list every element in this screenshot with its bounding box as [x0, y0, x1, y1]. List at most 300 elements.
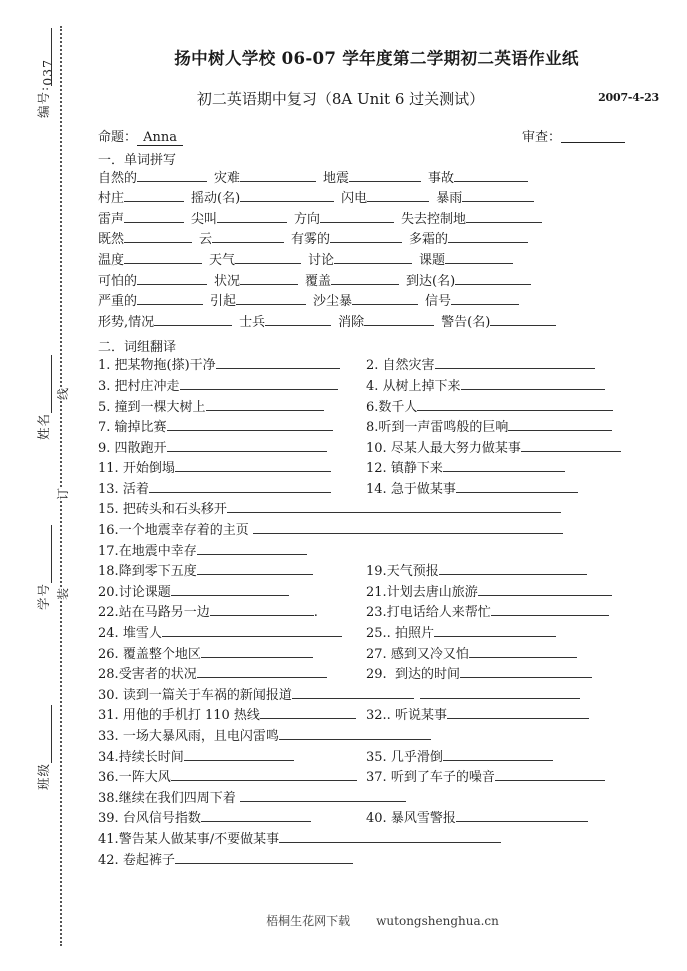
- item-number: 14.: [366, 481, 387, 497]
- translation-row: [98, 542, 665, 563]
- answer-blank[interactable]: [240, 272, 298, 285]
- item-number: 4.: [366, 378, 379, 394]
- spelling-prompt: 暴雨: [436, 191, 463, 207]
- item-number: 26.: [98, 646, 119, 662]
- answer-blank[interactable]: [149, 480, 331, 493]
- translation-row: [98, 851, 665, 872]
- item-number: 6.: [366, 399, 379, 415]
- answer-blank[interactable]: [240, 189, 334, 202]
- spelling-row: [98, 292, 665, 313]
- answer-blank[interactable]: [439, 562, 587, 575]
- item-prompt: 数千人: [378, 399, 418, 415]
- item-number: 1.: [98, 358, 111, 374]
- item-prompt: 听说某事: [390, 708, 447, 724]
- spelling-row: [98, 210, 665, 231]
- translation-item: [98, 727, 431, 748]
- item-number: 2.: [366, 358, 379, 374]
- answer-blank[interactable]: [445, 251, 513, 264]
- translation-row: [98, 686, 665, 707]
- spelling-item: [409, 230, 528, 251]
- answer-blank[interactable]: [478, 583, 612, 596]
- translation-row: [98, 645, 665, 666]
- answer-blank[interactable]: [240, 169, 316, 182]
- item-number: 16.: [98, 523, 119, 539]
- translation-row: [98, 830, 665, 851]
- translation-item: [366, 377, 605, 398]
- item-number: 5.: [98, 399, 111, 415]
- spelling-item: [291, 230, 402, 251]
- translation-row: [98, 706, 665, 727]
- answer-blank[interactable]: [447, 706, 589, 719]
- page-title: 扬中树人学校 06-07 学年度第二学期初二英语作业纸: [174, 48, 579, 68]
- item-prompt: 急于做某事: [386, 481, 456, 497]
- translation-item: [98, 768, 366, 789]
- spelling-item: [98, 169, 207, 190]
- page-footer: [78, 912, 687, 929]
- answer-blank[interactable]: [171, 583, 289, 596]
- subtitle-row: [88, 88, 665, 110]
- translation-row: [98, 583, 665, 604]
- answer-blank[interactable]: [197, 562, 313, 575]
- translation-row: [98, 603, 665, 624]
- item-number: 28.: [98, 667, 119, 683]
- section-one-heading: 一．单词拼写: [98, 152, 177, 168]
- item-prompt: 警告某人做某事/不要做某事: [118, 831, 280, 847]
- answer-blank[interactable]: [180, 377, 338, 390]
- margin-field-class: [34, 705, 52, 790]
- fold-word-zhuang: 装: [52, 587, 73, 600]
- answer-blank[interactable]: [456, 480, 578, 493]
- margin-field-student-id: [34, 525, 52, 610]
- answer-blank[interactable]: [236, 292, 306, 305]
- spelling-item: [98, 292, 203, 313]
- translation-item: [98, 624, 366, 645]
- answer-blank[interactable]: [330, 230, 402, 243]
- spelling-item: [419, 251, 513, 272]
- spelling-row: [98, 251, 665, 272]
- margin-name-blank: [40, 355, 53, 413]
- translation-item: [366, 480, 578, 501]
- item-prompt: 一个地震幸存着的主页: [118, 523, 253, 539]
- spelling-prompt: 引起: [210, 294, 237, 310]
- item-number: 23.: [366, 605, 387, 621]
- item-number: 3.: [98, 378, 111, 394]
- answer-blank[interactable]: [216, 356, 340, 369]
- spelling-item: [323, 169, 421, 190]
- translation-item: [366, 665, 592, 686]
- translation-item: [98, 418, 366, 439]
- answer-blank[interactable]: [456, 809, 588, 822]
- translation-row: [98, 418, 665, 439]
- item-number: 24.: [98, 626, 119, 642]
- translation-item: [98, 809, 366, 830]
- item-prompt: 覆盖整个地区: [118, 646, 201, 662]
- spelling-prompt: 闪电: [341, 191, 368, 207]
- answer-blank[interactable]: [137, 169, 207, 182]
- answer-blank[interactable]: [167, 418, 333, 431]
- item-prompt: 受害者的状况: [118, 667, 197, 683]
- translation-item: [366, 439, 621, 460]
- item-number: 34.: [98, 749, 119, 765]
- margin-number-value: 037: [40, 28, 53, 86]
- section-two-rows: [88, 356, 665, 871]
- spelling-prompt: 摇动(名): [191, 191, 241, 207]
- answer-blank[interactable]: [364, 313, 434, 326]
- spelling-prompt: 既然: [98, 232, 125, 248]
- translation-item: [366, 356, 595, 377]
- spelling-item: [341, 189, 429, 210]
- answer-blank[interactable]: [175, 459, 331, 472]
- translation-row: [98, 768, 665, 789]
- translation-row: [98, 665, 665, 686]
- spelling-prompt: 警告(名): [441, 314, 491, 330]
- translation-item: [98, 500, 561, 521]
- spelling-item: [425, 292, 519, 313]
- translation-item: [366, 748, 553, 769]
- answer-blank[interactable]: [124, 230, 192, 243]
- translation-item: [98, 665, 366, 686]
- translation-row: [98, 439, 665, 460]
- margin-field-name: [34, 355, 52, 440]
- translation-row: [98, 624, 665, 645]
- spelling-prompt: 地震: [323, 170, 350, 186]
- item-number: 20.: [98, 584, 119, 600]
- item-prompt: 读到一篇关于车祸的新闻报道: [118, 687, 292, 703]
- answer-blank[interactable]: [469, 645, 577, 658]
- answer-blank[interactable]: [455, 272, 531, 285]
- margin-number-label: 编号:: [36, 85, 51, 118]
- reviewer-field: [522, 126, 625, 145]
- item-prompt: 活着: [118, 481, 149, 497]
- spelling-item: [191, 189, 334, 210]
- spelling-item: [401, 210, 542, 231]
- spelling-item: [406, 272, 531, 293]
- answer-blank[interactable]: [352, 292, 418, 305]
- translation-item: [98, 398, 366, 419]
- answer-blank[interactable]: [443, 748, 553, 761]
- item-prompt: 输掉比赛: [110, 420, 167, 436]
- item-prompt: 到达的时间: [386, 667, 460, 683]
- answer-blank[interactable]: [137, 272, 207, 285]
- answer-blank[interactable]: [279, 830, 501, 843]
- answer-blank[interactable]: [201, 645, 313, 658]
- spelling-prompt: 事故: [428, 170, 455, 186]
- item-number: 21.: [366, 584, 387, 600]
- translation-item: [366, 603, 609, 624]
- spelling-item: [98, 189, 184, 210]
- item-number: 13.: [98, 481, 119, 497]
- answer-blank[interactable]: [417, 398, 613, 411]
- spelling-prompt: 信号: [425, 294, 452, 310]
- answer-blank[interactable]: [212, 230, 284, 243]
- spelling-row: [98, 169, 665, 190]
- answer-blank[interactable]: [434, 624, 556, 637]
- spelling-item: [294, 210, 394, 231]
- item-prompt: 开始倒塌: [118, 461, 175, 477]
- translation-item: [366, 768, 605, 789]
- answer-blank[interactable]: [124, 189, 184, 202]
- answer-blank[interactable]: [367, 189, 429, 202]
- spelling-item: [308, 251, 412, 272]
- answer-blank[interactable]: [460, 665, 592, 678]
- spelling-prompt: 覆盖: [305, 273, 332, 289]
- item-number: 22.: [98, 605, 119, 621]
- translation-row: [98, 789, 665, 810]
- margin-student-id-blank: [40, 525, 53, 583]
- spelling-item: [428, 169, 528, 190]
- item-number: 25..: [366, 626, 391, 642]
- item-prompt: 用他的手机打 110 热线: [118, 708, 260, 724]
- footer-site-url: wutongshenghua.cn: [376, 914, 499, 928]
- spelling-item: [338, 313, 434, 334]
- spelling-prompt: 多霜的: [409, 232, 449, 248]
- item-number: 31.: [98, 708, 119, 724]
- section-two-heading: 二．词组翻译: [98, 340, 177, 356]
- answer-blank[interactable]: [253, 521, 563, 534]
- spelling-row: [98, 313, 665, 334]
- meta-row: [88, 126, 665, 146]
- item-prompt: 感到又冷又怕: [386, 646, 469, 662]
- item-prompt: 继续在我们四周下着: [118, 790, 240, 806]
- translation-item: [366, 706, 589, 727]
- item-number: 10.: [366, 440, 387, 456]
- spelling-item: [199, 230, 284, 251]
- answer-blank[interactable]: [217, 210, 287, 223]
- answer-blank[interactable]: [154, 313, 232, 326]
- item-number: 41.: [98, 831, 119, 847]
- translation-item: [98, 480, 366, 501]
- item-number: 40.: [366, 811, 387, 827]
- item-number: 35.: [366, 749, 387, 765]
- translation-item: [98, 706, 366, 727]
- section-one-rows: [88, 169, 665, 334]
- spelling-item: [436, 189, 534, 210]
- item-prompt: 听到了车子的噪音: [386, 770, 495, 786]
- translation-row: [98, 562, 665, 583]
- item-number: 32..: [366, 708, 391, 724]
- answer-blank[interactable]: [279, 727, 431, 740]
- item-number: 9.: [98, 440, 111, 456]
- item-number: 12.: [366, 461, 387, 477]
- answer-blank[interactable]: [461, 377, 605, 390]
- item-suffix: .: [313, 605, 318, 621]
- translation-row: [98, 459, 665, 480]
- translation-item: [98, 851, 353, 872]
- spelling-prompt: 村庄: [98, 191, 125, 207]
- spelling-prompt: 云: [199, 232, 213, 248]
- answer-blank[interactable]: [175, 851, 353, 864]
- translation-item: [98, 377, 366, 398]
- translation-row: [98, 727, 665, 748]
- answer-blank[interactable]: [320, 210, 394, 223]
- item-prompt: 卷起裤子: [118, 852, 175, 868]
- item-prompt: 降到零下五度: [118, 564, 197, 580]
- spelling-prompt: 失去控制地: [401, 211, 467, 227]
- item-prompt: 打电话给人来帮忙: [386, 605, 491, 621]
- translation-item: [98, 542, 307, 563]
- translation-item: [366, 583, 612, 604]
- spelling-prompt: 可怕的: [98, 273, 138, 289]
- answer-blank[interactable]: [334, 251, 412, 264]
- binding-margin: [0, 0, 78, 971]
- translation-row: [98, 748, 665, 769]
- translation-item: [366, 398, 613, 419]
- answer-blank[interactable]: [454, 169, 528, 182]
- item-number: 27.: [366, 646, 387, 662]
- fold-word-xian: 线: [52, 387, 73, 400]
- answer-blank[interactable]: [162, 624, 342, 637]
- item-prompt: 镇静下来: [386, 461, 443, 477]
- spelling-item: [191, 210, 287, 231]
- spelling-item: [210, 292, 306, 313]
- translation-item: [366, 624, 556, 645]
- answer-blank[interactable]: [197, 542, 307, 555]
- spelling-item: [98, 230, 192, 251]
- spelling-item: [214, 169, 316, 190]
- translation-item: [98, 439, 366, 460]
- spelling-prompt: 天气: [209, 252, 236, 268]
- spelling-prompt: 雷声: [98, 211, 125, 227]
- spelling-prompt: 灾难: [214, 170, 241, 186]
- author-value: Anna: [137, 130, 183, 146]
- answer-blank[interactable]: [451, 292, 519, 305]
- answer-blank[interactable]: [171, 768, 357, 781]
- footer-site-name: 梧桐生花网下载: [266, 914, 351, 928]
- answer-blank[interactable]: [508, 418, 612, 431]
- item-number: 37.: [366, 770, 387, 786]
- item-number: 33.: [98, 729, 119, 744]
- spelling-prompt: 尖叫: [191, 211, 218, 227]
- answer-blank[interactable]: [521, 439, 621, 452]
- answer-blank[interactable]: [124, 210, 184, 223]
- spelling-row: [98, 272, 665, 293]
- item-prompt: 在地震中幸存: [118, 543, 197, 559]
- margin-class-blank: [40, 705, 53, 763]
- spelling-item: [214, 272, 298, 293]
- translation-row: [98, 356, 665, 377]
- item-prompt: 一阵大风: [118, 770, 171, 786]
- translation-item: [98, 562, 366, 583]
- item-prompt: 把某物拖(搽)干净: [110, 358, 216, 374]
- translation-item: [98, 686, 580, 707]
- item-number: 42.: [98, 852, 119, 868]
- answer-blank[interactable]: [448, 230, 528, 243]
- translation-item: [98, 830, 501, 851]
- spelling-item: [98, 251, 202, 272]
- spelling-item: [98, 210, 184, 231]
- translation-item: [366, 809, 588, 830]
- answer-blank[interactable]: [443, 459, 565, 472]
- answer-blank[interactable]: [260, 706, 356, 719]
- translation-item: [98, 521, 563, 542]
- item-prompt: 自然灾害: [378, 358, 435, 374]
- spelling-prompt: 温度: [98, 252, 125, 268]
- answer-blank[interactable]: [420, 686, 580, 699]
- item-prompt: 计划去唐山旅游: [386, 584, 478, 600]
- spelling-item: [441, 313, 556, 334]
- item-prompt: 把砖头和石头移开: [118, 502, 227, 518]
- answer-blank[interactable]: [466, 210, 542, 223]
- fold-word-ding: 订: [52, 487, 73, 500]
- margin-name-label: 姓名: [36, 412, 51, 440]
- answer-blank[interactable]: [349, 169, 421, 182]
- spelling-prompt: 状况: [214, 273, 241, 289]
- spelling-prompt: 讨论: [308, 252, 335, 268]
- answer-blank[interactable]: [184, 748, 294, 761]
- item-number: 17.: [98, 543, 119, 559]
- item-number: 15.: [98, 502, 119, 518]
- translation-item: [98, 459, 366, 480]
- answer-blank[interactable]: [495, 768, 605, 781]
- answer-blank[interactable]: [201, 809, 311, 822]
- answer-blank[interactable]: [435, 356, 595, 369]
- spelling-prompt: 方向: [294, 211, 321, 227]
- translation-item: [98, 356, 366, 377]
- answer-blank[interactable]: [235, 251, 301, 264]
- translation-item: [366, 562, 587, 583]
- margin-class-label: 班级: [36, 762, 51, 790]
- answer-blank[interactable]: [462, 189, 534, 202]
- answer-blank[interactable]: [124, 251, 202, 264]
- translation-item: [366, 459, 565, 480]
- item-prompt: 尽某人最大努力做某事: [386, 440, 521, 456]
- answer-blank[interactable]: [210, 603, 314, 616]
- answer-blank[interactable]: [197, 665, 327, 678]
- answer-blank[interactable]: [240, 789, 406, 802]
- answer-blank[interactable]: [292, 686, 414, 699]
- translation-item: [366, 418, 612, 439]
- spelling-prompt: 士兵: [239, 314, 266, 330]
- reviewer-label: 审查：: [521, 129, 561, 145]
- answer-blank[interactable]: [490, 313, 556, 326]
- translation-item: [98, 789, 406, 810]
- answer-blank[interactable]: [137, 292, 203, 305]
- item-prompt: 台风信号指数: [118, 811, 201, 827]
- item-prompt: 一场大暴风雨，且电闪雷鸣: [118, 729, 279, 744]
- item-number: 29.: [366, 667, 387, 683]
- spelling-prompt: 消除: [338, 314, 365, 330]
- answer-blank[interactable]: [167, 439, 327, 452]
- answer-blank[interactable]: [206, 398, 324, 411]
- answer-blank[interactable]: [331, 272, 399, 285]
- answer-blank[interactable]: [227, 500, 561, 513]
- item-number: 7.: [98, 420, 111, 436]
- spelling-item: [305, 272, 399, 293]
- spelling-prompt: 形势,情况: [98, 314, 155, 330]
- margin-field-number: [34, 28, 55, 118]
- item-number: 8.: [366, 420, 379, 436]
- item-prompt: 持续长时间: [118, 749, 184, 765]
- spelling-item: [98, 272, 207, 293]
- author-field: [98, 126, 183, 146]
- spelling-prompt: 有雾的: [291, 232, 331, 248]
- item-prompt: 几乎滑倒: [386, 749, 443, 765]
- spelling-prompt: 严重的: [98, 294, 138, 310]
- item-number: 38.: [98, 790, 119, 806]
- translation-row: [98, 809, 665, 830]
- item-number: 36.: [98, 770, 119, 786]
- spelling-prompt: 到达(名): [406, 273, 456, 289]
- item-prompt: 听到一声雷鸣般的巨响: [378, 420, 509, 436]
- translation-item: [98, 748, 366, 769]
- page-subtitle: 初二英语期中复习（8A Unit 6 过关测试）: [196, 89, 485, 108]
- reviewer-blank: [561, 129, 625, 143]
- answer-blank[interactable]: [265, 313, 331, 326]
- author-label: 命题：: [98, 129, 138, 145]
- translation-item: [366, 645, 577, 666]
- answer-blank[interactable]: [491, 603, 609, 616]
- item-number: 30.: [98, 687, 119, 703]
